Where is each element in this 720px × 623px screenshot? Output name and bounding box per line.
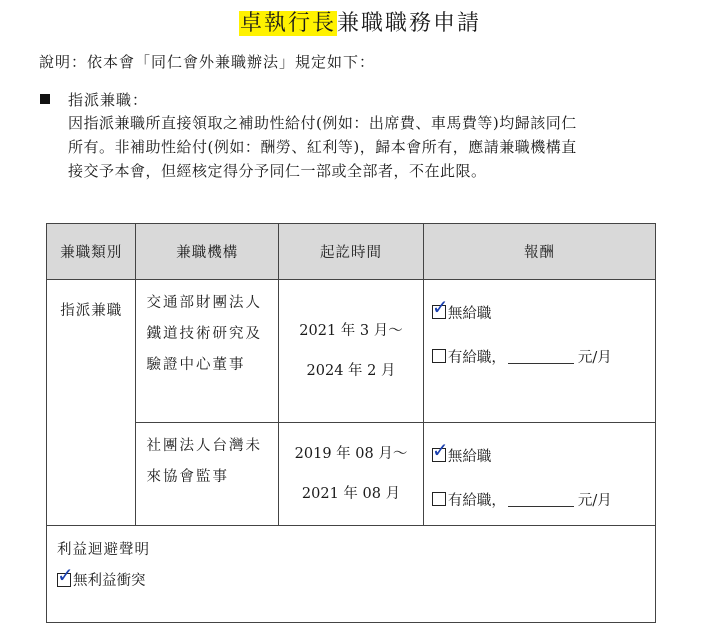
unpaid-checkbox[interactable] <box>431 438 449 462</box>
unpaid-label: 無給職 <box>447 448 492 465</box>
paid-checkbox[interactable] <box>432 492 446 506</box>
header-category: 兼職類別 <box>47 224 136 280</box>
declaration-row <box>47 526 656 623</box>
unpaid-option[interactable] <box>432 433 655 477</box>
paid-unit: 元/月 <box>577 492 612 509</box>
checkmark-icon: ✓ <box>431 438 449 462</box>
document-title <box>0 6 720 37</box>
intro-text: 說明：依本會「同仁會外兼職辦法」規定如下： <box>39 53 376 71</box>
concurrent-position-table <box>46 223 656 623</box>
organization-cell <box>136 280 279 423</box>
period-start: 2021 年 3 月～ <box>299 323 403 339</box>
declaration-cell <box>47 526 656 623</box>
period-cell <box>279 423 424 526</box>
declaration-title: 利益迴避聲明 <box>57 542 150 558</box>
header-compensation: 報酬 <box>423 224 655 280</box>
title-highlight: 卓執行長 <box>239 11 336 36</box>
checkmark-icon: ✓ <box>57 562 74 587</box>
unpaid-label: 無給職 <box>447 305 492 322</box>
header-period: 起訖時間 <box>279 224 424 280</box>
checkmark-icon: ✓ <box>431 295 449 319</box>
paid-label: 有給職， <box>447 349 506 366</box>
period-end: 2024 年 2 月 <box>306 363 396 379</box>
period-end: 2021 年 08 月 <box>301 486 401 502</box>
section-paragraph <box>68 111 668 183</box>
unpaid-option[interactable] <box>432 290 655 334</box>
table-header-row <box>47 224 656 280</box>
header-organization: 兼職機構 <box>136 224 279 280</box>
organization-cell <box>136 423 279 526</box>
period-cell <box>279 280 424 423</box>
table-row <box>47 423 656 526</box>
paid-option[interactable] <box>432 477 655 521</box>
no-conflict-checkbox[interactable] <box>57 562 74 587</box>
section-heading: 指派兼職： <box>68 91 149 109</box>
org-line: 驗證中心董事 <box>146 357 246 373</box>
paragraph-line: 所有。非補助性給付(例如：酬勞、紅利等)，歸本會所有，應請兼職機構直 <box>68 138 577 156</box>
paid-option[interactable] <box>432 334 655 378</box>
compensation-cell <box>423 280 655 423</box>
category-cell: 指派兼職 <box>47 280 136 526</box>
table-row <box>47 280 656 423</box>
no-conflict-option[interactable] <box>57 562 655 590</box>
amount-blank-field[interactable] <box>508 492 574 507</box>
org-line: 社團法人台灣未 <box>146 438 262 454</box>
org-line: 來協會監事 <box>146 469 229 485</box>
period-start: 2019 年 08 月～ <box>294 446 408 462</box>
no-conflict-label: 無利益衝突 <box>73 573 146 589</box>
org-line: 交通部財團法人 <box>146 295 262 311</box>
amount-blank-field[interactable] <box>508 349 574 364</box>
bullet-square-icon <box>40 94 50 104</box>
paragraph-line: 因指派兼職所直接領取之補助性給付(例如：出席費、車馬費等)均歸該同仁 <box>68 114 577 132</box>
paid-label: 有給職， <box>447 492 506 509</box>
unpaid-checkbox[interactable] <box>431 295 449 319</box>
paragraph-line: 接交予本會，但經核定得分予同仁一部或全部者，不在此限。 <box>68 162 487 180</box>
compensation-cell <box>423 423 655 526</box>
title-rest: 兼職職務申請 <box>337 11 482 36</box>
paid-checkbox[interactable] <box>432 349 446 363</box>
paid-unit: 元/月 <box>577 349 612 366</box>
org-line: 鐵道技術研究及 <box>146 326 262 342</box>
